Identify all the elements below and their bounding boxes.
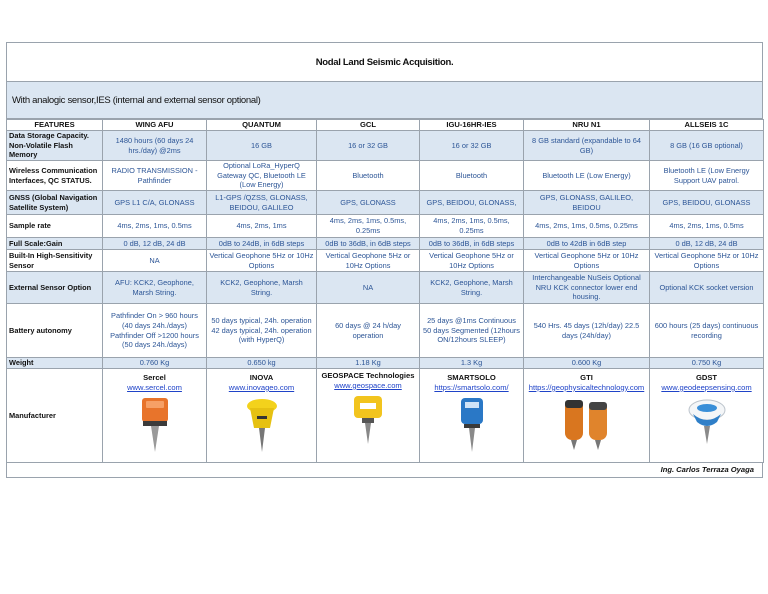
manufacturer-name: SMARTSOLO	[447, 373, 496, 382]
cell: 16 or 32 GB	[317, 131, 420, 161]
manufacturer-name: GDST	[695, 373, 718, 382]
row-label: Sample rate	[7, 215, 103, 238]
cell: 0dB to 36dB, in 6dB steps	[317, 238, 420, 250]
cell: Vertical Geophone 5Hz or 10Hz Options	[420, 250, 524, 272]
cell: Vertical Geophone 5Hz or 10Hz Options	[207, 250, 317, 272]
cell: 1480 hours (60 days 24 hrs./day) @2ms	[103, 131, 207, 161]
cell: AFU: KCK2, Geophone, Marsh String.	[103, 272, 207, 304]
cell: 540 Hrs. 45 days (12h/day) 22.5 days (24h/day)	[524, 304, 650, 358]
document-title: Nodal Land Seismic Acquisition.	[6, 42, 763, 81]
cell: 0.750 Kg	[650, 358, 764, 369]
cell: 25 days @1ms Continuous 50 days Segmented (12hours ON/12hours SLEEP)	[420, 304, 524, 358]
cell: Bluetooth LE (Low Energy)	[524, 161, 650, 191]
header-nru: NRU N1	[524, 120, 650, 131]
cell: 8 GB standard (expandable to 64 GB)	[524, 131, 650, 161]
row-label: Wireless Communication Interfaces, QC STATUS.	[7, 161, 103, 191]
manufacturer-cell-smartsolo	[420, 369, 524, 463]
nru-node-image	[559, 396, 615, 452]
cell: 1.3 Kg	[420, 358, 524, 369]
cell: GPS, GLONASS	[317, 191, 420, 215]
header-row	[7, 120, 764, 131]
manufacturer-name: GTI	[580, 373, 593, 382]
row-gnss	[7, 191, 764, 215]
cell: 0dB to 24dB, in 6dB steps	[207, 238, 317, 250]
cell: 600 hours (25 days) continuous recording	[650, 304, 764, 358]
row-builtin-sensor	[7, 250, 764, 272]
manufacturer-link[interactable]: www.geospace.com	[334, 380, 402, 390]
cell: 4ms, 2ms, 1ms, 0.5ms, 0.25ms	[420, 215, 524, 238]
cell: Vertical Geophone 5Hz or 10Hz Options	[524, 250, 650, 272]
cell: 4ms, 2ms, 1ms, 0.5ms, 0.25ms	[524, 215, 650, 238]
cell: Bluetooth LE (Low Energy Support UAV patrol.	[650, 161, 764, 191]
cell: Optional KCK socket version	[650, 272, 764, 304]
manufacturer-link[interactable]: www.sercel.com	[127, 382, 182, 392]
document-subtitle: With analogic sensor,IES (internal and external sensor optional)	[6, 81, 763, 119]
cell: 0.650 kg	[207, 358, 317, 369]
row-label: Full Scale:Gain	[7, 238, 103, 250]
row-label: External Sensor Option	[7, 272, 103, 304]
wing-node-image	[135, 396, 175, 454]
cell: NA	[317, 272, 420, 304]
header-gcl: GCL	[317, 120, 420, 131]
row-label: Manufacturer	[7, 369, 103, 463]
cell: GPS, GLONASS, GALILEO, BEIDOU	[524, 191, 650, 215]
manufacturer-link[interactable]: www.geodeepsensing.com	[661, 382, 752, 392]
cell: KCK2, Geophone, Marsh String.	[420, 272, 524, 304]
cell: 60 days @ 24 h/day operation	[317, 304, 420, 358]
cell: NA	[103, 250, 207, 272]
cell: 4ms, 2ms, 1ms, 0.5ms	[650, 215, 764, 238]
cell: 4ms, 2ms, 1ms	[207, 215, 317, 238]
cell: Vertical Geophone 5Hz or 10Hz Options	[650, 250, 764, 272]
cell: 1.18 Kg	[317, 358, 420, 369]
manufacturer-name: Sercel	[143, 373, 166, 382]
manufacturer-cell-inova	[207, 369, 317, 463]
row-label: Built-In High-Sensitivity Sensor	[7, 250, 103, 272]
cell: 16 or 32 GB	[420, 131, 524, 161]
manufacturer-cell-gti	[524, 369, 650, 463]
comparison-sheet	[6, 42, 763, 478]
gcl-node-image	[348, 394, 388, 446]
row-wireless	[7, 161, 764, 191]
manufacturer-cell-sercel	[103, 369, 207, 463]
manufacturer-name: INOVA	[249, 373, 274, 382]
igu-node-image	[452, 396, 492, 454]
row-gain	[7, 238, 764, 250]
manufacturer-cell-gdst	[650, 369, 764, 463]
row-label: Battery autonomy	[7, 304, 103, 358]
cell: 0dB to 42dB in 6dB step	[524, 238, 650, 250]
cell: Vertical Geophone 5Hz or 10Hz Options	[317, 250, 420, 272]
comparison-table	[6, 119, 764, 463]
header-features: FEATURES	[7, 120, 103, 131]
author-credit: Ing. Carlos Terraza Oyaga	[660, 465, 754, 474]
row-label: Weight	[7, 358, 103, 369]
cell: 4ms, 2ms, 1ms, 0.5ms, 0.25ms	[317, 215, 420, 238]
cell: Bluetooth	[317, 161, 420, 191]
allseis-node-image	[685, 396, 729, 446]
row-manufacturer	[7, 369, 764, 463]
cell: Pathfinder On > 960 hours (40 days 24h./days) Pathfinder Off >1200 hours (50 days 24h./days)	[103, 304, 207, 358]
manufacturer-cell-geospace	[317, 369, 420, 463]
row-storage	[7, 131, 764, 161]
cell: 8 GB (16 GB optional)	[650, 131, 764, 161]
cell: Optional LoRa_HyperQ Gateway QC, Bluetooth LE (Low Energy)	[207, 161, 317, 191]
cell: 50 days typical, 24h. operation 42 days typical, 24h. operation (with HyperQ)	[207, 304, 317, 358]
row-external-sensor	[7, 272, 764, 304]
cell: GPS, BEIDOU, GLONASS	[650, 191, 764, 215]
row-weight	[7, 358, 764, 369]
cell: 0 dB, 12 dB, 24 dB	[650, 238, 764, 250]
header-wing-afu: WING AFU	[103, 120, 207, 131]
manufacturer-link[interactable]: https://smartsolo.com/	[434, 382, 509, 392]
header-igu: IGU-16HR-IES	[420, 120, 524, 131]
cell: RADIO TRANSMISSION -Pathfinder	[103, 161, 207, 191]
header-allseis: ALLSEIS 1C	[650, 120, 764, 131]
cell: 0dB to 36dB, in 6dB steps	[420, 238, 524, 250]
credit-bar	[6, 463, 763, 478]
cell: GPS L1 C/A, GLONASS	[103, 191, 207, 215]
quantum-node-image	[242, 396, 282, 454]
cell: 0.760 Kg	[103, 358, 207, 369]
row-sample-rate	[7, 215, 764, 238]
cell: 0 dB, 12 dB, 24 dB	[103, 238, 207, 250]
cell: 16 GB	[207, 131, 317, 161]
row-label: Data Storage Capacity. Non-Volatile Flash Memory	[7, 131, 103, 161]
cell: 4ms, 2ms, 1ms, 0.5ms	[103, 215, 207, 238]
cell: GPS, BEIDOU, GLONASS,	[420, 191, 524, 215]
manufacturer-name: GEOSPACE Technologies	[321, 371, 415, 380]
row-battery	[7, 304, 764, 358]
cell: KCK2, Geophone, Marsh String.	[207, 272, 317, 304]
cell: Bluetooth	[420, 161, 524, 191]
row-label: GNSS (Global Navigation Satellite System)	[7, 191, 103, 215]
manufacturer-link[interactable]: https://geophysicaltechnology.com	[528, 382, 645, 392]
cell: L1-GPS /QZSS, GLONASS, BEIDOU, GALILEO	[207, 191, 317, 215]
cell: Interchangeable NuSeis Optional NRU KCK connector lower end housing.	[524, 272, 650, 304]
cell: 0.600 Kg	[524, 358, 650, 369]
header-quantum: QUANTUM	[207, 120, 317, 131]
manufacturer-link[interactable]: www.inovageo.com	[228, 382, 295, 392]
